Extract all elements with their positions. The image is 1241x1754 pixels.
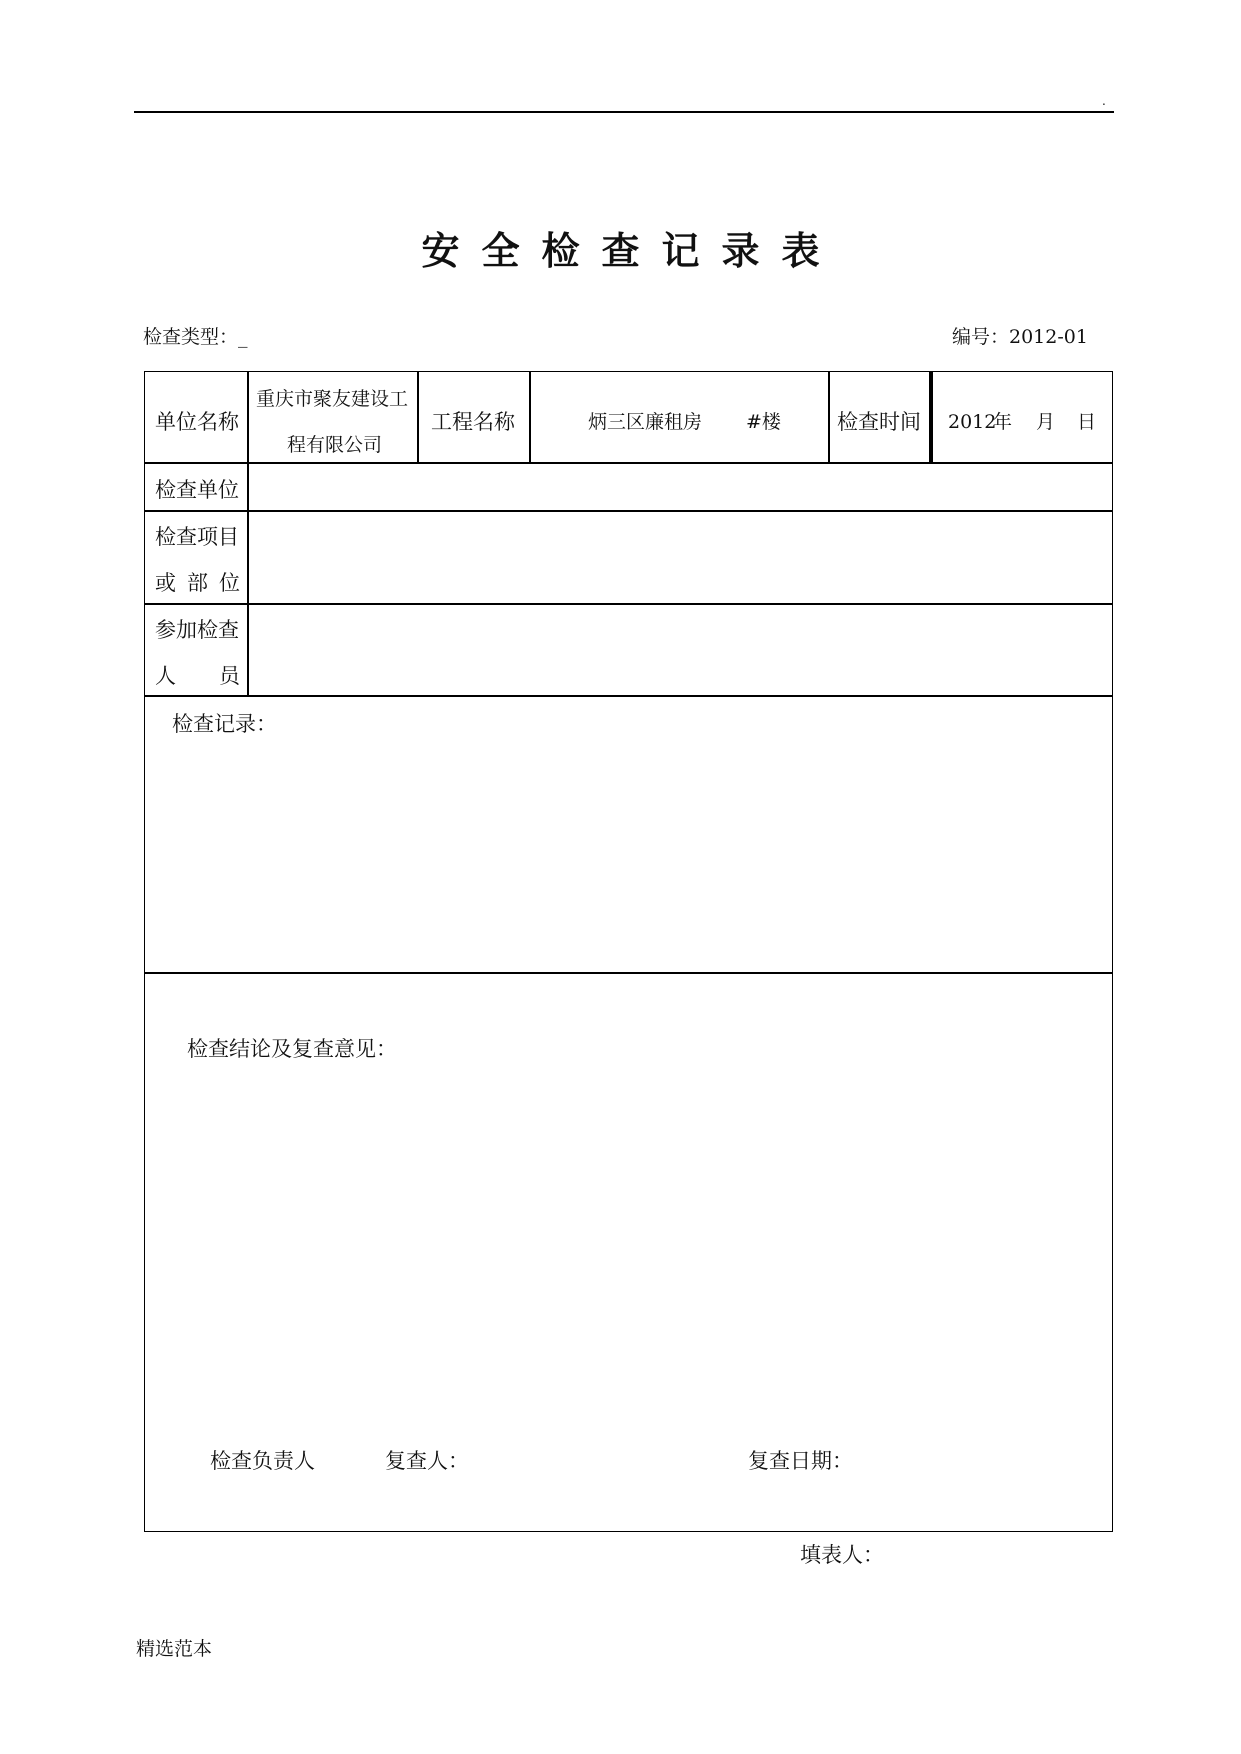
header-mark: . — [1102, 94, 1106, 108]
inspection-items-char: 或 — [155, 571, 176, 595]
table-divider — [144, 510, 1113, 512]
inspection-month-unit: 月 — [1036, 411, 1056, 433]
reviewer-label: 复查人： — [385, 1449, 469, 1473]
participants-label: 参加检查 — [155, 618, 239, 642]
table-divider — [144, 603, 1113, 605]
unit-name-value-line2: 程有限公司 — [287, 434, 383, 456]
table-divider — [144, 695, 1113, 697]
unit-name-label: 单位名称 — [155, 410, 239, 434]
table-divider — [931, 371, 933, 463]
inspection-year: 2012 — [948, 411, 997, 433]
unit-name-value-line1: 重庆市聚友建设工 — [256, 388, 409, 410]
form-filler-label: 填表人： — [800, 1543, 884, 1567]
table-divider — [144, 972, 1113, 974]
building-number: #楼 — [746, 411, 781, 433]
inspection-record-label: 检查记录： — [172, 712, 277, 736]
record-code-label: 编号：2012-01 — [952, 326, 1088, 348]
footer-text: 精选范本 — [136, 1638, 213, 1660]
participants-char: 员 — [219, 664, 240, 688]
table-divider — [529, 371, 531, 463]
inspection-items-char: 部 — [187, 571, 208, 595]
inspection-type-label: 检查类型：_ — [143, 326, 248, 348]
inspection-year-unit: 年 — [993, 411, 1013, 433]
inspection-table — [144, 371, 1113, 1532]
page-title: 安全检查记录表 — [421, 228, 842, 273]
inspecting-unit-label: 检查单位 — [155, 478, 239, 502]
responsible-person-label: 检查负责人 — [210, 1449, 315, 1473]
inspection-items-char: 位 — [219, 571, 240, 595]
inspection-day-unit: 日 — [1077, 411, 1097, 433]
inspection-items-label: 检查项目 — [155, 525, 239, 549]
table-divider — [247, 371, 249, 696]
project-name-label: 工程名称 — [431, 410, 515, 434]
inspection-time-label: 检查时间 — [837, 410, 921, 434]
participants-char: 人 — [155, 664, 176, 688]
table-divider — [828, 371, 830, 463]
project-name-value: 炳三区廉租房 — [588, 411, 703, 433]
review-date-label: 复查日期： — [748, 1449, 853, 1473]
header-rule — [134, 111, 1114, 113]
conclusion-label: 检查结论及复查意见： — [187, 1037, 397, 1061]
table-divider — [417, 371, 419, 463]
